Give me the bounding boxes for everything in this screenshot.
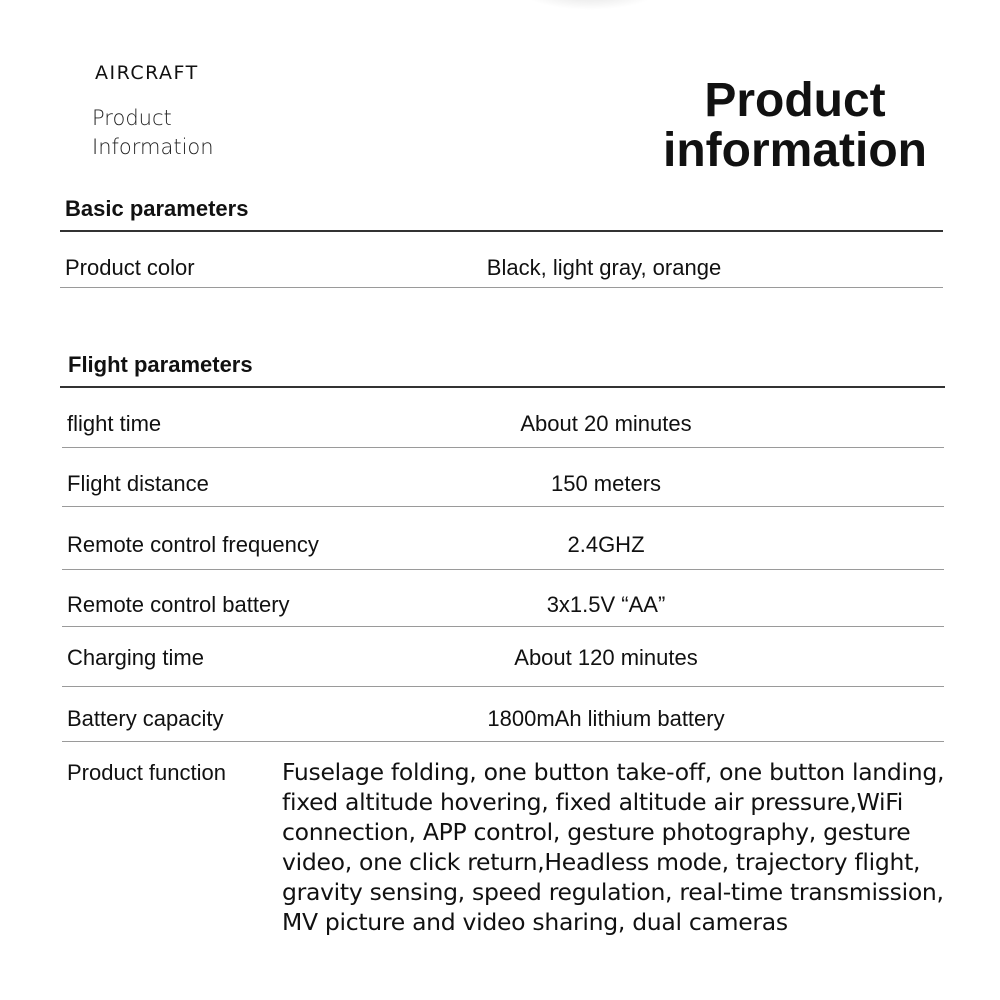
row-label-battery-capacity: Battery capacity [67,706,224,731]
row-divider [62,569,944,570]
row-label-product-color: Product color [65,255,195,280]
row-value-flight-time: About 20 minutes [520,411,692,436]
row-value-battery-capacity: 1800mAh lithium battery [487,706,725,731]
row-value-product-function: Fuselage folding, one button take-off, one button landing, fixed altitude hovering, fixed altitude air pressure,WiFi connection, APP control, gesture photography, gesture video, one click return,Headless mode, trajectory flight, gravity sensing, speed regulation, real-time transmission, MV picture and video sharing, dual cameras [282,758,945,936]
page-title [620,76,970,176]
row-value-remote-frequency: 2.4GHZ [567,532,645,557]
brand-subtitle-line1: Product [92,106,172,130]
row-value-charging-time: About 120 minutes [514,645,698,670]
row-label-product-function: Product function [67,760,226,785]
page-title-line2: information [663,124,927,177]
row-divider [62,741,944,742]
row-value-product-color: Black, light gray, orange [486,255,722,280]
row-value-remote-battery: 3x1.5V “AA” [546,592,666,617]
row-label-remote-battery: Remote control battery [67,592,290,617]
brand-subtitle-line2: Information [92,135,214,159]
flight-heading-divider [60,386,945,388]
top-decorative-glow [520,0,660,10]
row-divider [62,447,944,448]
brand-logo-text: AIRCRAFT [95,62,199,84]
row-divider [60,287,943,288]
brand-subtitle [92,104,292,162]
page-title-line1: Product [704,74,886,127]
row-divider [62,626,944,627]
row-divider [62,506,944,507]
basic-heading-divider [60,230,943,232]
row-label-remote-frequency: Remote control frequency [67,532,319,557]
row-label-charging-time: Charging time [67,645,204,670]
flight-parameters-heading: Flight parameters [68,352,253,377]
basic-parameters-heading: Basic parameters [65,196,249,221]
row-value-flight-distance: 150 meters [550,471,662,496]
row-label-flight-time: flight time [67,411,162,436]
row-divider [62,686,944,687]
row-label-flight-distance: Flight distance [67,471,209,496]
